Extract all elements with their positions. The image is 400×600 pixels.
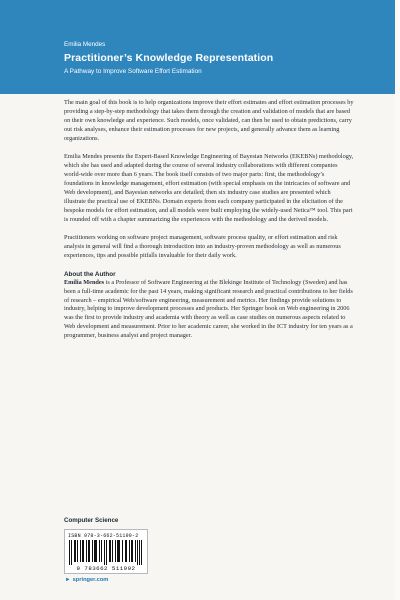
about-author-heading: About the Author [64, 271, 116, 278]
book-title: Practitioner’s Knowledge Representation [64, 52, 274, 64]
cover-header-band [0, 0, 400, 94]
blurb-body [64, 99, 354, 351]
blurb-paragraph-2: Emilia Mendes presents the Expert-Based Knowledge Engineering of Bayesian Networks (EKEBNs) methodology, which she has used and adapted during the course of several industry collaborations with different companies world-wide over more than 6 years. The book itself consists of two major parts: first, the methodology’s foundations in knowledge management, effort estimation (with special emphasis on the intricacies of software and Web development), and Bayesian networks are detailed; then six industry case studies are presented which illustrate the practical use of EKEBNs. Domain experts from each company participated in the elicitation of the bespoke models for effort estimation, and all models were built employing the widely-used Netica™ tool. This part is rounded off with a chapter summarizing the experiences with the methodology and the derived models. [64, 153, 354, 223]
book-subtitle: A Pathway to Improve Software Effort Estimation [64, 68, 202, 75]
about-author-description: is a Professor of Software Engineering at the Blekinge Institute of Technology (Sweden) and has been a full-time academic for the past 14 years, making significant research and practical contributions to her fields of research – empirical Web/software engineering, measurement and metrics. Her findings provide solutions to industry, helping to improve development processes and products. Her Springer book on Web engineering in 2006 was the first to provide industry and academia with theory as well as case studies on numerous aspects related to Web development and measurement. Prior to her academic career, she worked in the ICT industry for ten years as a programmer, business analyst and project manager. [64, 278, 353, 340]
blurb-paragraph-1: The main goal of this book is to help organizations improve their effort estimates and effort estimation processes by providing a step-by-step methodology that takes them through the creation and validation of models that are based on their own knowledge and experience. Such models, once validated, can then be used to obtain predictions, carry out risk analyses, enhance their estimation processes for new projects, and generally advance them as learning organizations. [64, 99, 354, 142]
isbn-label: ISBN 978-3-662-51199-2 [68, 533, 139, 539]
about-author-text [64, 279, 354, 341]
publisher-url: springer.com [72, 577, 109, 583]
barcode-icon [69, 540, 143, 565]
right-edge-stripe [395, 0, 400, 600]
barcode-number: 9 783662 511992 [76, 565, 136, 572]
arrow-right-icon: ► [65, 577, 71, 583]
author-name: Emilia Mendes [64, 41, 106, 48]
subject-category: Computer Science [64, 517, 119, 524]
about-author-name: Emilia Mendes [64, 278, 105, 286]
isbn-barcode-box [64, 529, 148, 574]
publisher-link[interactable] [65, 577, 108, 583]
blurb-paragraph-3: Practitioners working on software project management, software process quality, or effort estimation and risk analysis in general will find a thorough introduction into an industry-proven methodology as well as numerous experiences, tips and possible pitfalls invaluable for their daily work. [64, 234, 341, 260]
